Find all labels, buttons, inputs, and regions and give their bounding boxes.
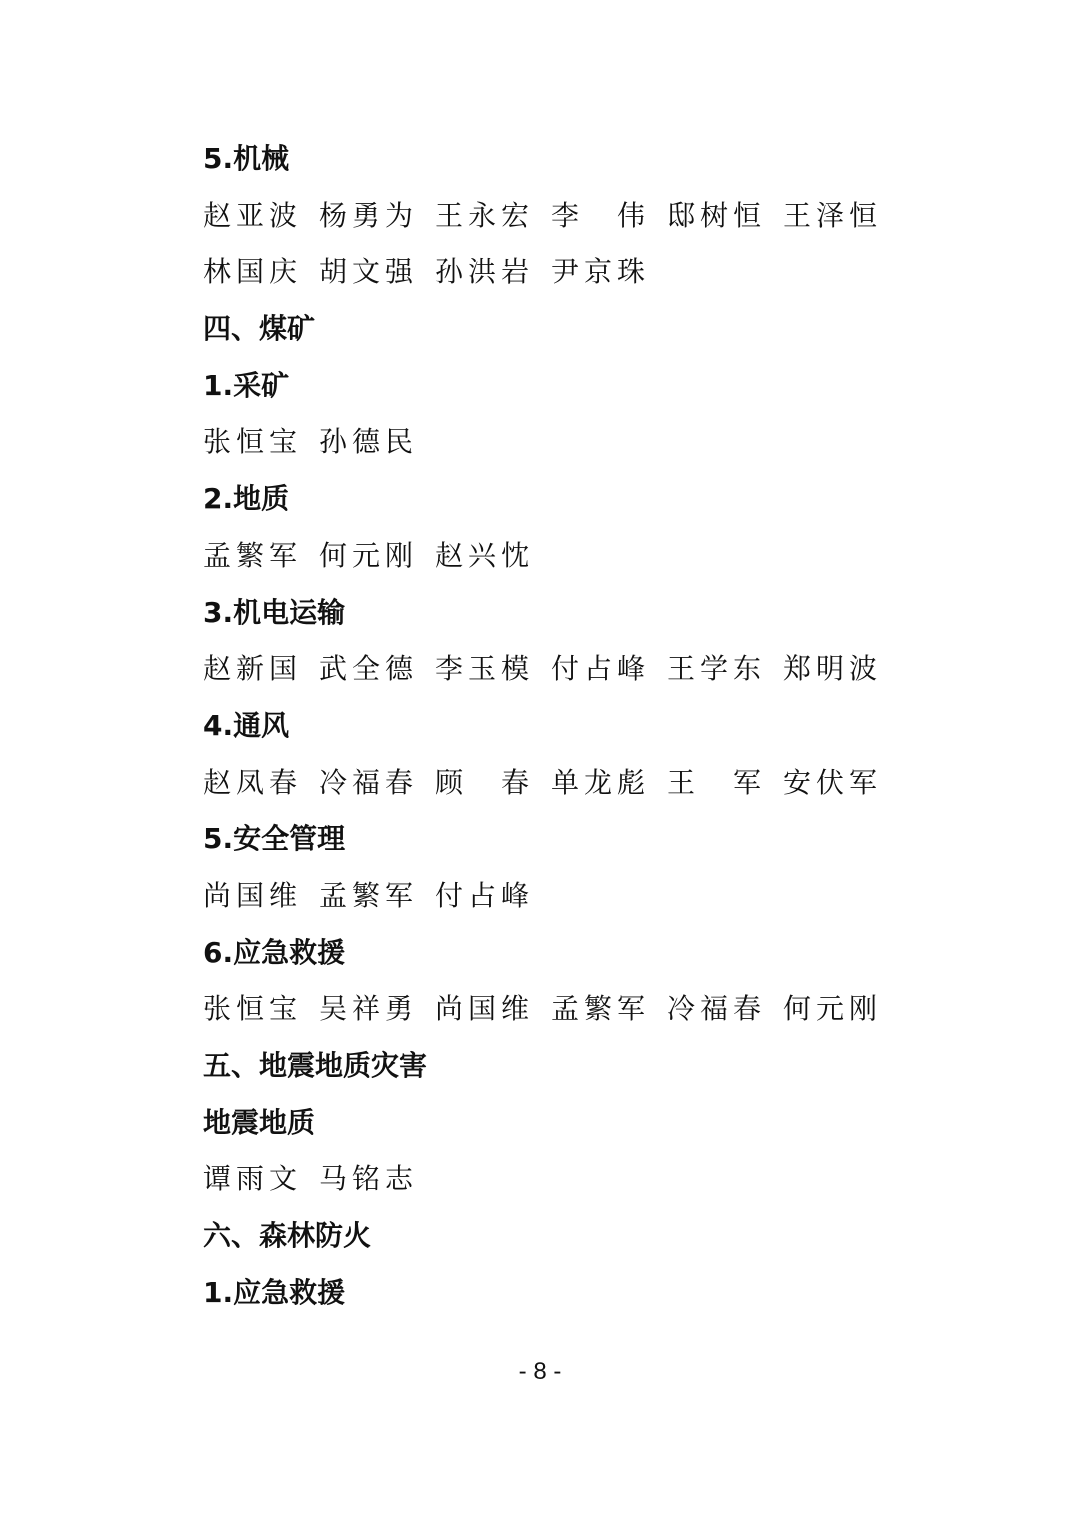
person-name: 胡文强: [319, 255, 419, 289]
person-name: 武全德: [319, 652, 419, 686]
name-list: [203, 868, 903, 925]
person-name: 李 伟: [551, 198, 651, 232]
person-name: 孙洪岩: [435, 255, 535, 289]
person-name: 杨勇为: [319, 198, 419, 232]
subsection-heading: 地震地质: [203, 1105, 316, 1139]
person-name: 马铭志: [319, 1162, 419, 1196]
person-name: 郑明波: [783, 652, 883, 686]
name-list: [203, 641, 903, 698]
person-name: 王学东: [667, 652, 767, 686]
subsection-heading: 1.采矿: [203, 368, 290, 402]
person-name: 安伏军: [783, 765, 883, 799]
section-heading: 5.机械: [203, 142, 290, 175]
person-name: 付占峰: [435, 878, 535, 912]
person-name: 付占峰: [551, 652, 651, 686]
document-content: [203, 131, 903, 1321]
person-name: 冷福春: [667, 992, 767, 1026]
person-name: 吴祥勇: [319, 992, 419, 1026]
section-heading: 五、地震地质灾害: [203, 1049, 428, 1082]
person-name: 张恒宝: [203, 992, 303, 1026]
person-name: 谭雨文: [203, 1162, 303, 1196]
person-name: 邸树恒: [667, 198, 767, 232]
subsection-heading: 1.应急救援: [203, 1275, 346, 1309]
person-name: 孟繁军: [319, 878, 419, 912]
person-name: 尚国维: [203, 878, 303, 912]
section-heading: 四、煤矿: [203, 312, 316, 346]
person-name: 何元刚: [783, 992, 883, 1026]
person-name: 赵凤春: [203, 765, 303, 799]
subsection-heading: 6.应急救援: [203, 935, 346, 969]
person-name: 李玉模: [435, 652, 535, 686]
section-heading: 六、森林防火: [203, 1219, 372, 1253]
person-name: 王 军: [667, 765, 767, 799]
person-name: 顾 春: [435, 765, 535, 799]
person-name: 赵兴忱: [435, 538, 535, 572]
person-name: 孟繁军: [203, 538, 303, 572]
person-name: 何元刚: [319, 538, 419, 572]
name-list: [203, 414, 903, 471]
page-number: - 8 -: [518, 1358, 562, 1385]
person-name: 冷福春: [319, 765, 419, 799]
person-name: 林国庆: [203, 255, 303, 289]
person-name: 单龙彪: [551, 765, 651, 799]
name-list: [203, 755, 903, 812]
person-name: 尚国维: [435, 992, 535, 1026]
name-list: [203, 981, 903, 1038]
name-list: [203, 188, 903, 245]
subsection-heading: 5.安全管理: [203, 822, 346, 856]
name-list: [203, 528, 903, 585]
subsection-heading: 3.机电运输: [203, 595, 346, 629]
person-name: 孟繁军: [551, 992, 651, 1026]
person-name: 孙德民: [319, 425, 419, 459]
person-name: 张恒宝: [203, 425, 303, 459]
person-name: 赵新国: [203, 652, 303, 686]
subsection-heading: 4.通风: [203, 708, 290, 742]
name-list: [203, 244, 903, 301]
person-name: 尹京珠: [551, 255, 651, 289]
name-list: [203, 1151, 903, 1208]
person-name: 王永宏: [435, 198, 535, 232]
subsection-heading: 2.地质: [203, 482, 290, 516]
person-name: 王泽恒: [783, 198, 883, 232]
person-name: 赵亚波: [203, 198, 303, 232]
